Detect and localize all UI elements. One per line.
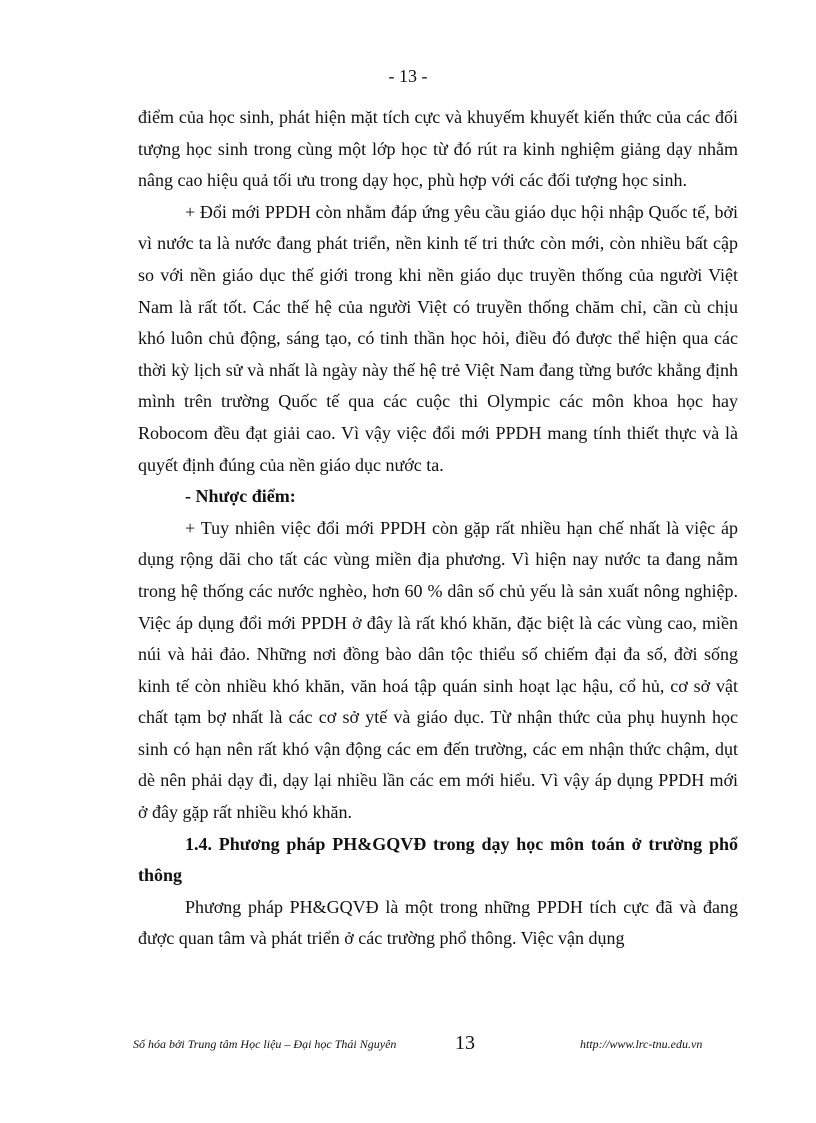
paragraph-4: Phương pháp PH&GQVĐ là một trong những PPDH tích cực đã và đang được quan tâm và phát triển ở các trường phổ thông. Việc vận dụng [138, 896, 738, 949]
paragraph-3: + Tuy nhiên việc đổi mới PPDH còn gặp rất nhiều hạn chế nhất là việc áp dụng rộng dãi cho tất các vùng miền địa phương. Vì hiện nay nước ta đang nằm trong hệ thống các nước nghèo, hơn 60 % dân số chủ yếu là sản xuất nông nghiệp. Việc áp dụng đổi mới PPDH ở đây là rất khó khăn, đặc biệt là các vùng cao, miền núi và hải đảo. Những nơi đồng bào dân tộc thiểu số chiếm đại đa số, đời sống kinh tế còn nhiều khó khăn, văn hoá tập quán sinh hoạt lạc hậu, cổ hủ, cơ sở vật chất tạm bợ nhất là các cơ sở ytế và giáo dục. Từ nhận thức của phụ huynh học sinh có hạn nên rất khó vận động các em đến trường, các em nhận thức chậm, dụt dè nên phải dạy đi, dạy lại nhiều lần các em mới hiểu. Vì vậy áp dụng PPDH mới ở đây gặp rất nhiều khó khăn. [138, 517, 738, 823]
document-body [138, 102, 738, 955]
footer-source: Số hóa bởi Trung tâm Học liệu – Đại học Thái Nguyên [133, 1037, 397, 1051]
paragraph-1: điểm của học sinh, phát hiện mặt tích cực và khuyếm khuyết kiến thức của các đối tượng học sinh trong cùng một lớp học từ đó rút ra kinh nghiệm giảng dạy nhằm nâng cao hiệu quả tối ưu trong dạy học, phù hợp với các đối tượng học sinh. [138, 107, 738, 191]
heading-nhuoc-diem: - Nhược điểm: [185, 486, 296, 507]
paragraph-2: + Đổi mới PPDH còn nhằm đáp ứng yêu cầu giáo dục hội nhập Quốc tế, bởi vì nước ta là nước đang phát triển, nền kinh tế tri thức còn mới, còn nhiều bất cập so với nền giáo dục thế giới trong khi nền giáo dục truyền thống của người Việt Nam là rất tốt. Các thế hệ của người Việt có truyền thống chăm chỉ, cần cù chịu khó luôn chủ động, sáng tạo, có tinh thần học hỏi, điều đó được thể hiện qua các thời kỳ lịch sử và nhất là ngày này thế hệ trẻ Việt Nam đang từng bước khẳng định mình trên trường Quốc tế qua các cuộc thi Olympic các môn khoa học hay Robocom đều đạt giải cao. Vì vậy việc đổi mới PPDH mang tính thiết thực và là quyết định đúng của nền giáo dục nước ta. [138, 201, 738, 475]
section-heading-1-4: 1.4. Phương pháp PH&GQVĐ trong dạy học môn toán ở trường phổ thông [138, 833, 738, 886]
footer-url: http://www.lrc-tnu.edu.vn [580, 1037, 703, 1051]
page-number-header: - 13 - [388, 66, 428, 86]
footer-page-number: 13 [455, 1032, 475, 1054]
